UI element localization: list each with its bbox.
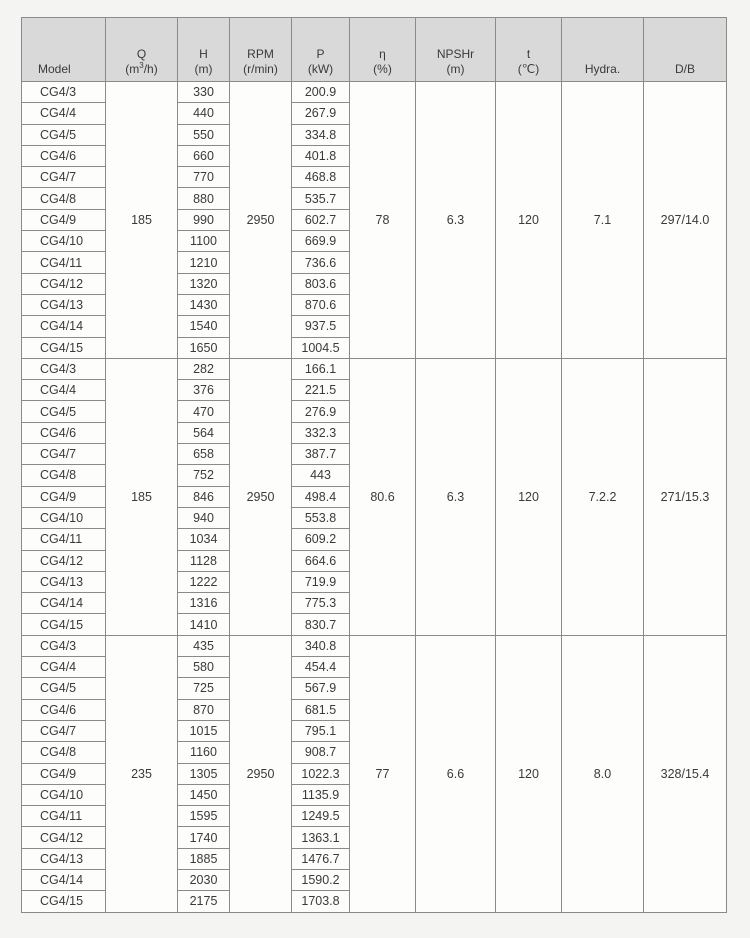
efficiency-cell: 77	[350, 635, 416, 912]
header-h-unit: (m)	[194, 62, 213, 76]
power-cell: 1135.9	[292, 784, 350, 805]
power-cell: 719.9	[292, 571, 350, 592]
head-cell: 1222	[178, 571, 230, 592]
header-db-label: D/B	[674, 62, 695, 76]
head-cell: 2175	[178, 891, 230, 912]
npshr-cell: 6.3	[416, 82, 496, 359]
power-cell: 736.6	[292, 252, 350, 273]
head-cell: 1305	[178, 763, 230, 784]
power-cell: 1703.8	[292, 891, 350, 912]
power-cell: 200.9	[292, 82, 350, 103]
model-cell: CG4/4	[22, 103, 106, 124]
rpm-cell: 2950	[230, 82, 292, 359]
power-cell: 1022.3	[292, 763, 350, 784]
header-model-unit: Model	[38, 62, 71, 76]
head-cell: 1034	[178, 529, 230, 550]
head-cell: 1540	[178, 316, 230, 337]
power-cell: 340.8	[292, 635, 350, 656]
header-npshr	[416, 18, 496, 82]
hydra-cell: 7.2.2	[562, 358, 644, 635]
power-cell: 795.1	[292, 720, 350, 741]
model-cell: CG4/14	[22, 869, 106, 890]
temperature-cell: 120	[496, 82, 562, 359]
head-cell: 880	[178, 188, 230, 209]
power-cell: 443	[292, 465, 350, 486]
diameter-cell: 271/15.3	[644, 358, 727, 635]
power-cell: 166.1	[292, 358, 350, 379]
efficiency-cell: 78	[350, 82, 416, 359]
header-t	[496, 18, 562, 82]
header-p	[292, 18, 350, 82]
header-npshr-unit: (m)	[446, 62, 465, 76]
head-cell: 1885	[178, 848, 230, 869]
power-cell: 535.7	[292, 188, 350, 209]
model-cell: CG4/10	[22, 231, 106, 252]
head-cell: 660	[178, 145, 230, 166]
table-row	[22, 82, 727, 103]
power-cell: 276.9	[292, 401, 350, 422]
head-cell: 846	[178, 486, 230, 507]
header-rpm	[230, 18, 292, 82]
header-hydra	[562, 18, 644, 82]
model-cell: CG4/13	[22, 571, 106, 592]
model-cell: CG4/5	[22, 401, 106, 422]
head-cell: 440	[178, 103, 230, 124]
power-cell: 267.9	[292, 103, 350, 124]
flow-rate-cell: 185	[106, 358, 178, 635]
power-cell: 775.3	[292, 593, 350, 614]
power-cell: 387.7	[292, 444, 350, 465]
power-cell: 664.6	[292, 550, 350, 571]
model-cell: CG4/4	[22, 657, 106, 678]
head-cell: 330	[178, 82, 230, 103]
model-cell: CG4/10	[22, 784, 106, 805]
head-cell: 1316	[178, 593, 230, 614]
header-q-label: Q	[136, 47, 147, 61]
pump-spec-table	[21, 17, 727, 913]
model-cell: CG4/12	[22, 273, 106, 294]
model-cell: CG4/13	[22, 848, 106, 869]
head-cell: 1410	[178, 614, 230, 635]
rpm-cell: 2950	[230, 635, 292, 912]
head-cell: 1430	[178, 294, 230, 315]
power-cell: 1590.2	[292, 869, 350, 890]
head-cell: 940	[178, 507, 230, 528]
model-cell: CG4/9	[22, 486, 106, 507]
model-cell: CG4/15	[22, 614, 106, 635]
table-body	[22, 82, 727, 913]
head-cell: 435	[178, 635, 230, 656]
header-q-unit: $(m^3/h)$	[125, 61, 158, 76]
model-cell: CG4/15	[22, 891, 106, 912]
model-cell: CG4/15	[22, 337, 106, 358]
power-cell: 1249.5	[292, 806, 350, 827]
rpm-cell: 2950	[230, 358, 292, 635]
power-cell: 602.7	[292, 209, 350, 230]
model-cell: CG4/12	[22, 550, 106, 571]
head-cell: 470	[178, 401, 230, 422]
head-cell: 1100	[178, 231, 230, 252]
model-cell: CG4/6	[22, 145, 106, 166]
head-cell: 1450	[178, 784, 230, 805]
model-cell: CG4/8	[22, 742, 106, 763]
head-cell: 770	[178, 167, 230, 188]
model-cell: CG4/7	[22, 444, 106, 465]
power-cell: 468.8	[292, 167, 350, 188]
header-p-unit: (kW)	[307, 62, 334, 76]
head-cell: 870	[178, 699, 230, 720]
power-cell: 454.4	[292, 657, 350, 678]
header-eta	[350, 18, 416, 82]
head-cell: 1015	[178, 720, 230, 741]
temperature-cell: 120	[496, 635, 562, 912]
power-cell: 937.5	[292, 316, 350, 337]
head-cell: 580	[178, 657, 230, 678]
head-cell: 1210	[178, 252, 230, 273]
model-cell: CG4/4	[22, 380, 106, 401]
model-cell: CG4/11	[22, 806, 106, 827]
power-cell: 803.6	[292, 273, 350, 294]
head-cell: 2030	[178, 869, 230, 890]
model-cell: CG4/12	[22, 827, 106, 848]
model-cell: CG4/5	[22, 678, 106, 699]
header-npshr-label: NPSHr	[436, 47, 475, 61]
model-cell: CG4/7	[22, 720, 106, 741]
head-cell: 1128	[178, 550, 230, 571]
model-cell: CG4/3	[22, 82, 106, 103]
model-cell: CG4/3	[22, 635, 106, 656]
head-cell: 1320	[178, 273, 230, 294]
model-cell: CG4/8	[22, 188, 106, 209]
hydra-cell: 7.1	[562, 82, 644, 359]
header-q	[106, 18, 178, 82]
table-row	[22, 635, 727, 656]
power-cell: 332.3	[292, 422, 350, 443]
power-cell: 908.7	[292, 742, 350, 763]
power-cell: 1363.1	[292, 827, 350, 848]
efficiency-cell: 80.6	[350, 358, 416, 635]
table-row	[22, 358, 727, 379]
model-cell: CG4/11	[22, 252, 106, 273]
header-model	[22, 18, 106, 82]
head-cell: 1650	[178, 337, 230, 358]
npshr-cell: 6.6	[416, 635, 496, 912]
model-cell: CG4/13	[22, 294, 106, 315]
model-cell: CG4/9	[22, 763, 106, 784]
model-cell: CG4/14	[22, 593, 106, 614]
head-cell: 550	[178, 124, 230, 145]
header-rpm-unit: (r/min)	[243, 62, 278, 76]
header-hydra-label: Hydra.	[584, 62, 621, 76]
hydra-cell: 8.0	[562, 635, 644, 912]
model-cell: CG4/11	[22, 529, 106, 550]
power-cell: 681.5	[292, 699, 350, 720]
header-db	[644, 18, 727, 82]
diameter-cell: 328/15.4	[644, 635, 727, 912]
model-cell: CG4/3	[22, 358, 106, 379]
head-cell: 1160	[178, 742, 230, 763]
header-h-label: H	[199, 47, 208, 61]
head-cell: 564	[178, 422, 230, 443]
head-cell: 376	[178, 380, 230, 401]
header-eta-label: η	[379, 47, 386, 61]
power-cell: 553.8	[292, 507, 350, 528]
model-cell: CG4/5	[22, 124, 106, 145]
head-cell: 282	[178, 358, 230, 379]
power-cell: 498.4	[292, 486, 350, 507]
header-rpm-label: RPM	[247, 47, 274, 61]
header-row	[22, 18, 727, 82]
diameter-cell: 297/14.0	[644, 82, 727, 359]
power-cell: 221.5	[292, 380, 350, 401]
power-cell: 1004.5	[292, 337, 350, 358]
power-cell: 870.6	[292, 294, 350, 315]
header-t-unit: (℃)	[517, 62, 540, 76]
power-cell: 401.8	[292, 145, 350, 166]
head-cell: 752	[178, 465, 230, 486]
power-cell: 334.8	[292, 124, 350, 145]
head-cell: 658	[178, 444, 230, 465]
power-cell: 609.2	[292, 529, 350, 550]
head-cell: 1595	[178, 806, 230, 827]
model-cell: CG4/10	[22, 507, 106, 528]
head-cell: 990	[178, 209, 230, 230]
model-cell: CG4/14	[22, 316, 106, 337]
power-cell: 830.7	[292, 614, 350, 635]
header-eta-unit: (%)	[373, 62, 392, 76]
header-p-label: P	[316, 47, 325, 61]
head-cell: 725	[178, 678, 230, 699]
header-t-label: t	[526, 47, 531, 61]
header-h	[178, 18, 230, 82]
power-cell: 1476.7	[292, 848, 350, 869]
npshr-cell: 6.3	[416, 358, 496, 635]
head-cell: 1740	[178, 827, 230, 848]
model-cell: CG4/6	[22, 699, 106, 720]
model-cell: CG4/9	[22, 209, 106, 230]
power-cell: 567.9	[292, 678, 350, 699]
model-cell: CG4/7	[22, 167, 106, 188]
model-cell: CG4/8	[22, 465, 106, 486]
model-cell: CG4/6	[22, 422, 106, 443]
flow-rate-cell: 235	[106, 635, 178, 912]
flow-rate-cell: 185	[106, 82, 178, 359]
power-cell: 669.9	[292, 231, 350, 252]
temperature-cell: 120	[496, 358, 562, 635]
